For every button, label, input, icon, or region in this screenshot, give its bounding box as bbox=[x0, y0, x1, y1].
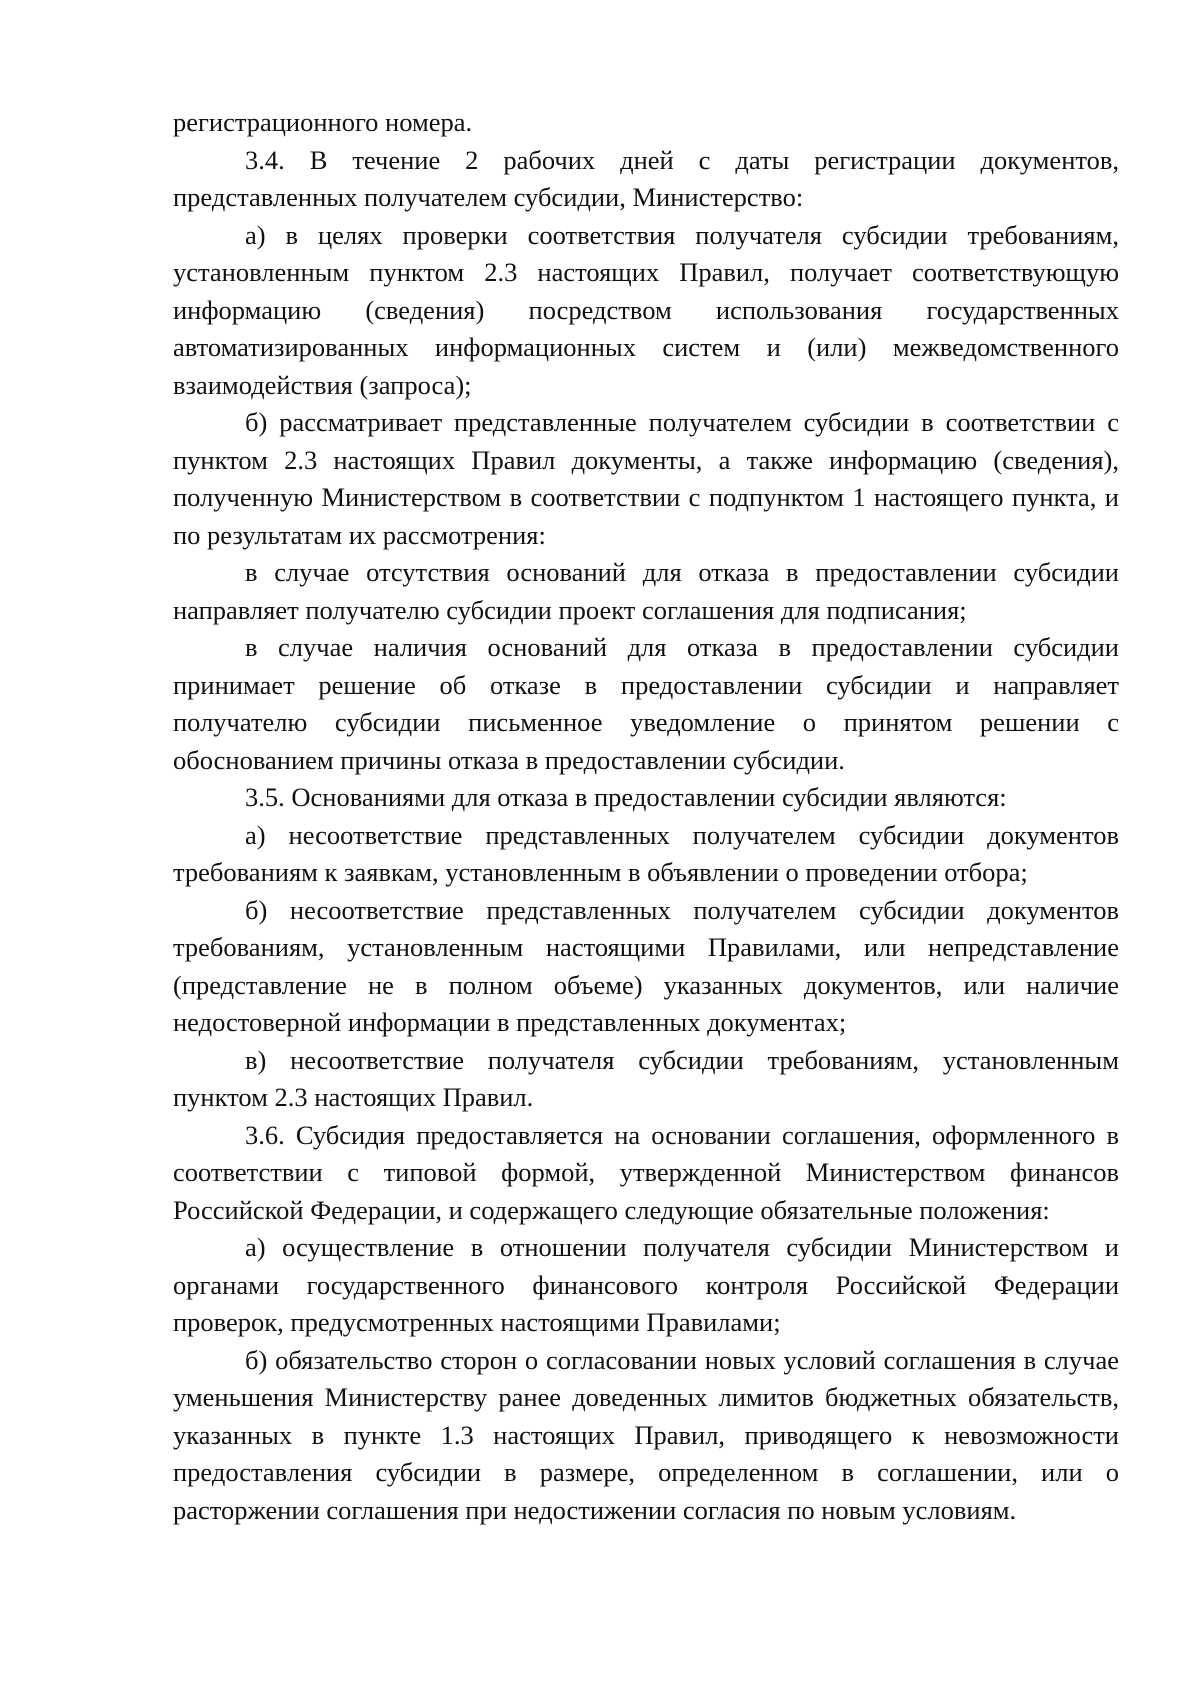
paragraph-3-4: 3.4. В течение 2 рабочих дней с даты регистрации документов, представленных получателем субсидии, Министерство: bbox=[173, 144, 1119, 212]
paragraph-3-4-b-grounds: в случае наличия оснований для отказа в предоставлении субсидии принимает решение об отказе в предоставлении субсидии и направляет получателю субсидии письменное уведомление о принятом решении с обоснованием причины отказа в предоставлении субсидии. bbox=[173, 632, 1119, 775]
paragraph-3-5-b: б) несоответствие представленных получателем субсидии документов требованиям, установленным настоящими Правилами, или непредставление (представление не в полном объеме) указанных документов, или наличие недостоверной информации в представленных документах; bbox=[173, 894, 1119, 1037]
paragraph-3-6-b: б) обязательство сторон о согласовании новых условий соглашения в случае уменьшения Министерству ранее доведенных лимитов бюджетных обязательств, указанных в пункте 1.3 настоящих Правил, приводящего к невозможности предоставления субсидии в размере, определенном в соглашении, или о расторжении соглашения при недостижении согласия по новым условиям. bbox=[173, 1344, 1119, 1525]
paragraph-3-6-a: а) осуществление в отношении получателя субсидии Министерством и органами государственного финансового контроля Российской Федерации проверок, предусмотренных настоящими Правилами; bbox=[173, 1232, 1119, 1337]
paragraph-continuation: регистрационного номера. bbox=[173, 107, 473, 137]
paragraph-3-4-a: а) в целях проверки соответствия получателя субсидии требованиям, установленным пунктом 2.3 настоящих Правил, получает соответствующую информацию (сведения) посредством использования государственных автоматизированных информационных систем и (или) межведомственного взаимодействия (запроса); bbox=[173, 219, 1119, 400]
paragraph-3-4-b-no-grounds: в случае отсутствия оснований для отказа в предоставлении субсидии направляет получателю субсидии проект соглашения для подписания; bbox=[173, 557, 1119, 625]
paragraph-3-5: 3.5. Основаниями для отказа в предоставлении субсидии являются: bbox=[245, 782, 1007, 812]
document-page bbox=[173, 104, 1119, 1529]
paragraph-3-6: 3.6. Субсидия предоставляется на основании соглашения, оформленного в соответствии с типовой формой, утвержденной Министерством финансов Российской Федерации, и содержащего следующие обязательные положения: bbox=[173, 1119, 1119, 1225]
paragraph-3-5-c: в) несоответствие получателя субсидии требованиям, установленным пунктом 2.3 настоящих Правил. bbox=[173, 1044, 1119, 1112]
paragraph-3-5-a: а) несоответствие представленных получателем субсидии документов требованиям к заявкам, установленным в объявлении о проведении отбора; bbox=[173, 819, 1119, 887]
paragraph-3-4-b: б) рассматривает представленные получателем субсидии в соответствии с пунктом 2.3 настоящих Правил документы, а также информацию (сведения), полученную Министерством в соответствии с подпунктом 1 настоящего пункта, и по результатам их рассмотрения: bbox=[173, 407, 1119, 550]
